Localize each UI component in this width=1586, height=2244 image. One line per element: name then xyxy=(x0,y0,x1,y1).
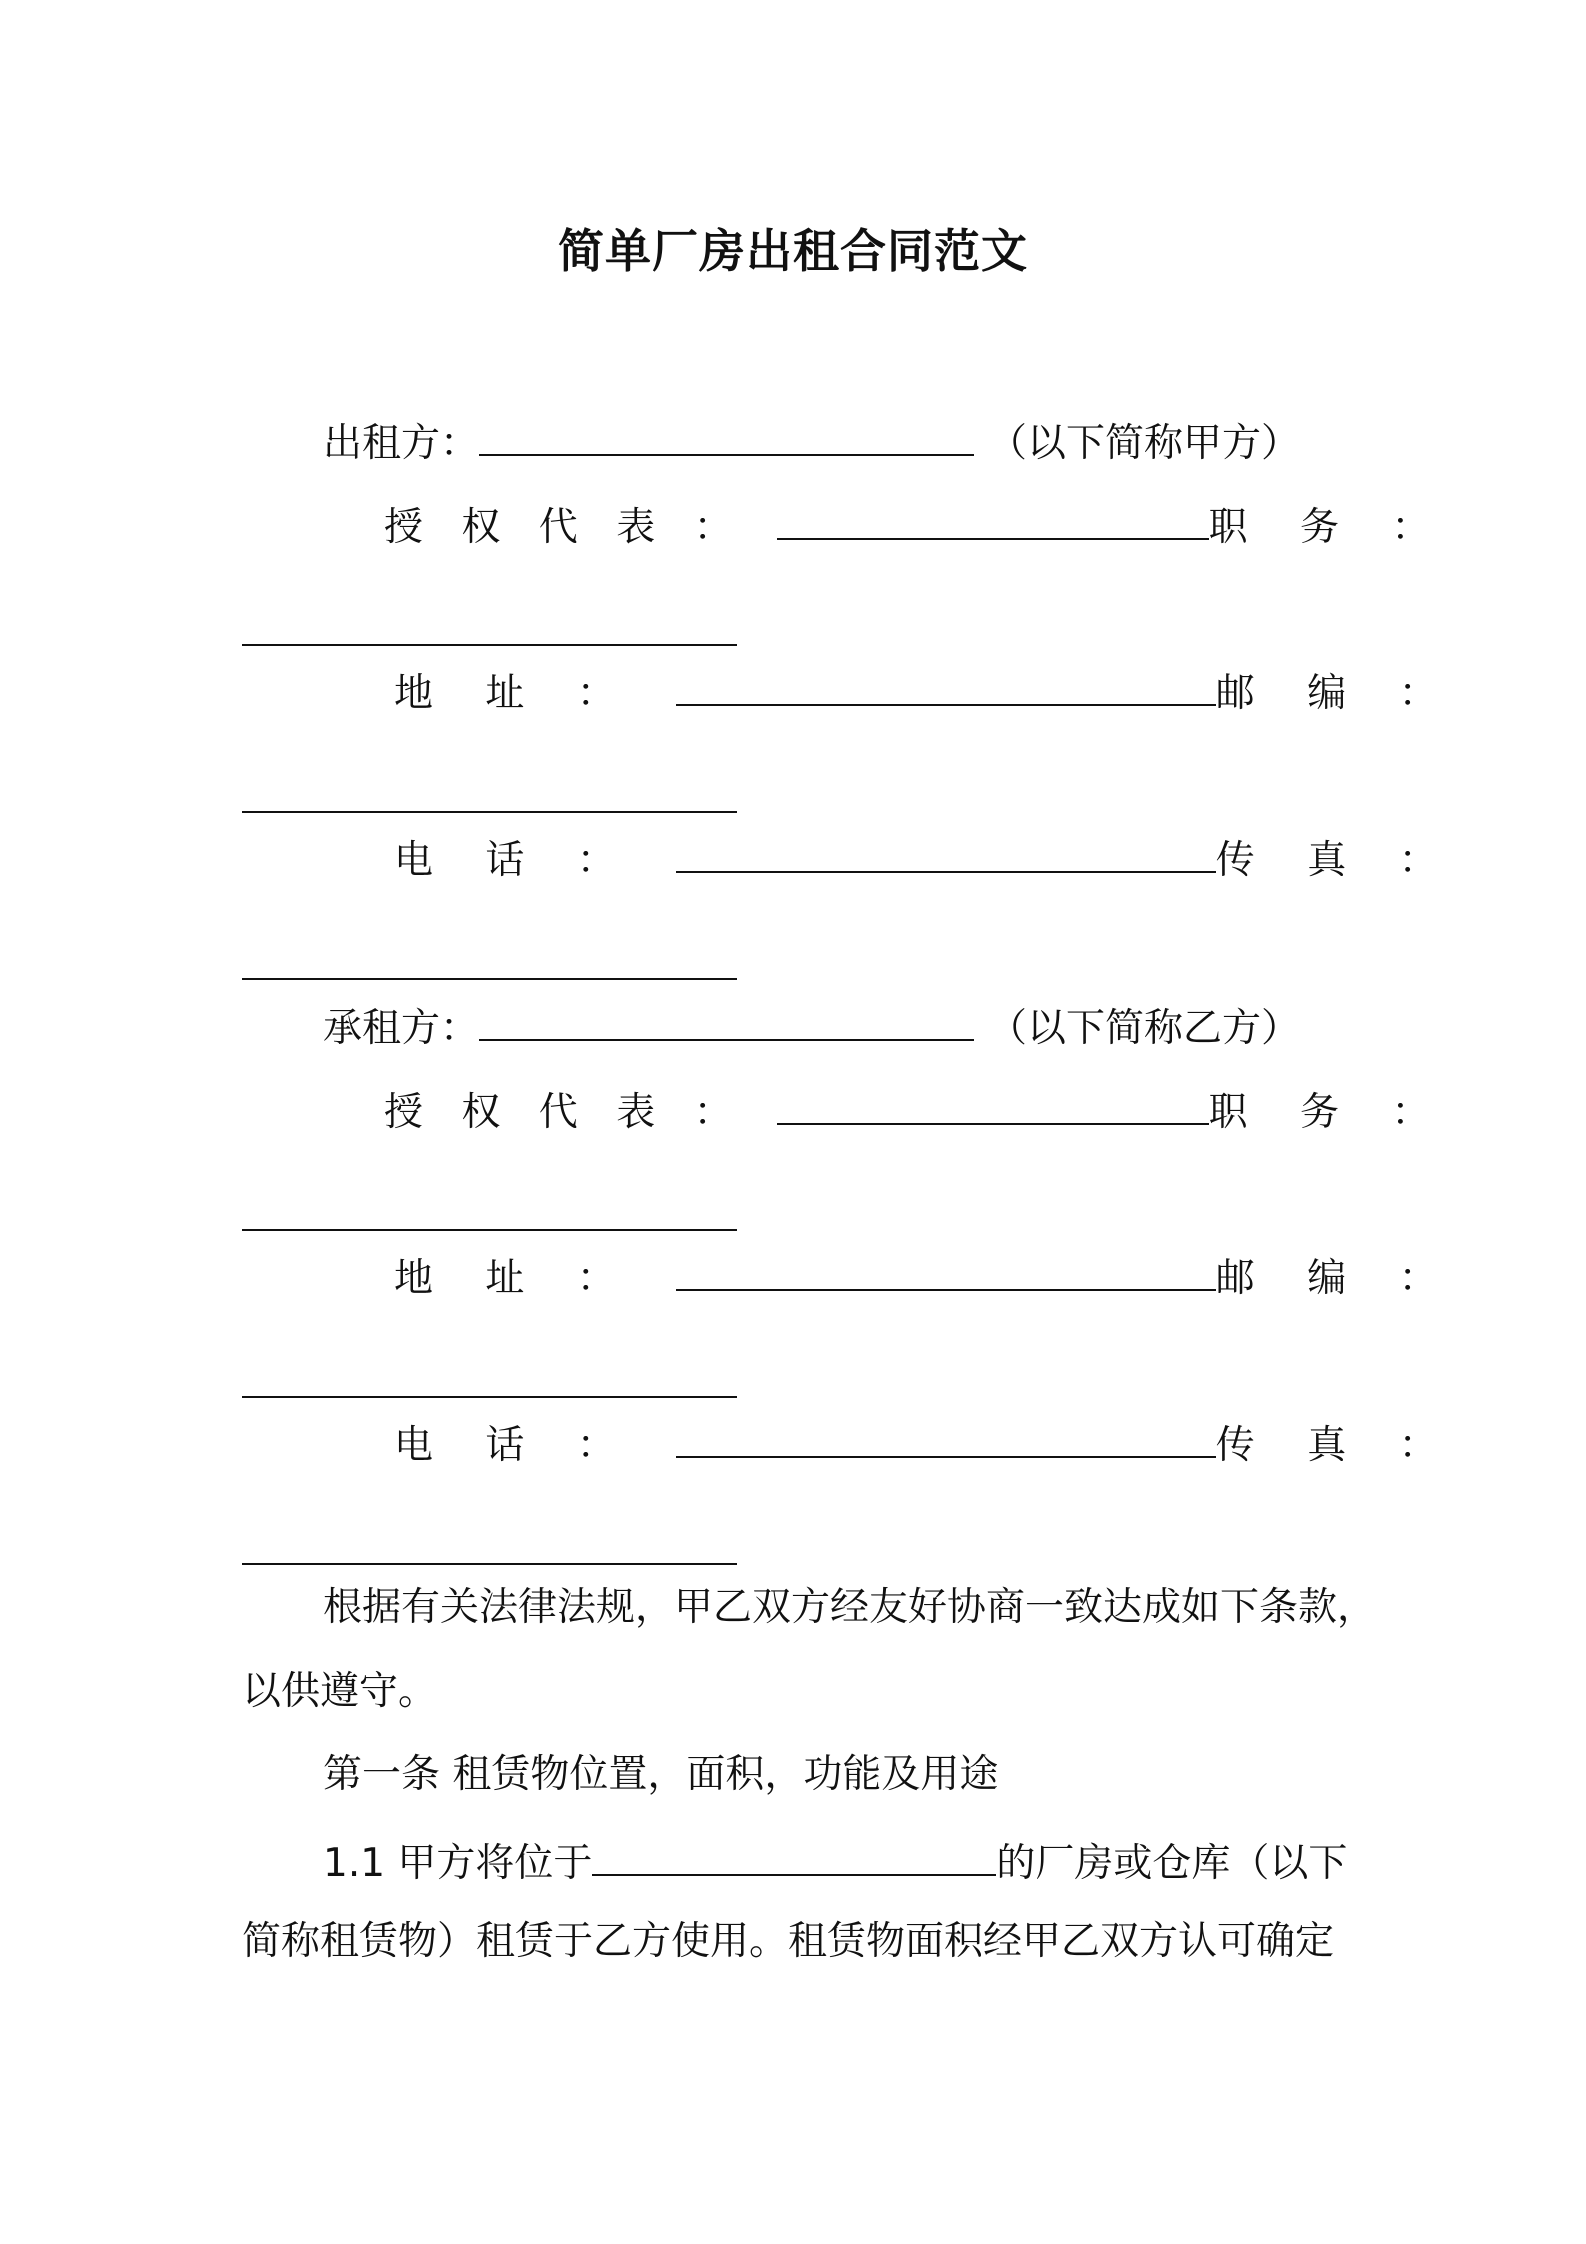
lessor-phone-blank xyxy=(676,835,1216,873)
lessee-postcode-blank xyxy=(242,1360,737,1398)
lessee-name-blank xyxy=(479,1003,974,1041)
lessor-rep-line xyxy=(384,502,1431,550)
clause-1-1-prefix: 1.1 甲方将位于 xyxy=(323,1841,593,1886)
preamble-line-2: 以供遵守。 xyxy=(242,1669,438,1714)
clause-1-1-line-2: 简称租赁物）租赁于乙方使用。租赁物面积经甲乙双方认可确定 xyxy=(242,1919,1335,1964)
lessor-name-blank xyxy=(479,418,974,456)
lessor-label: 出租方： xyxy=(323,421,480,466)
lessor-note: （以下简称甲方） xyxy=(988,421,1301,466)
lessor-phone-line xyxy=(394,835,1438,883)
lessor-rep-blank xyxy=(777,502,1209,540)
lessor-fax-line xyxy=(242,942,737,987)
lessee-fax-line xyxy=(242,1527,737,1572)
lessee-rep-line xyxy=(384,1087,1431,1135)
lessor-fax-blank xyxy=(242,942,737,980)
lessee-fax-blank xyxy=(242,1527,737,1565)
lessee-position-line xyxy=(242,1193,737,1238)
lessor-addr-label: 地 址 ： xyxy=(394,671,616,716)
lessee-addr-blank xyxy=(676,1253,1216,1291)
lessee-postcode-line xyxy=(242,1360,737,1405)
lessee-label: 承租方： xyxy=(323,1006,480,1051)
lessor-addr-line xyxy=(394,668,1438,716)
lessee-phone-line xyxy=(394,1420,1438,1468)
article-1-heading: 第一条 租赁物位置，面积，功能及用途 xyxy=(323,1752,999,1797)
lessee-fax-label: 传 真 ： xyxy=(1215,1423,1438,1468)
lessor-fax-label: 传 真 ： xyxy=(1215,838,1438,883)
lessor-postcode-line xyxy=(242,775,737,820)
lessee-position-label: 职 务 ： xyxy=(1208,1090,1431,1135)
lessor-position-blank xyxy=(242,608,737,646)
clause-1-1-line-1 xyxy=(323,1838,1348,1886)
clause-1-1-suffix: 的厂房或仓库（以下 xyxy=(996,1841,1348,1886)
lessee-addr-label: 地 址 ： xyxy=(394,1256,616,1301)
lessee-addr-line xyxy=(394,1253,1438,1301)
lessee-rep-label: 授 权 代 表 ： xyxy=(384,1090,733,1135)
lessor-line xyxy=(323,418,1301,466)
lessee-note: （以下简称乙方） xyxy=(988,1006,1301,1051)
preamble-line-1: 根据有关法律法规，甲乙双方经友好协商一致达成如下条款， xyxy=(323,1585,1377,1630)
lessee-phone-label: 电 话 ： xyxy=(394,1423,616,1468)
lessor-rep-label: 授 权 代 表 ： xyxy=(384,505,733,550)
lessor-position-label: 职 务 ： xyxy=(1208,505,1431,550)
document-title: 简单厂房出租合同范文 xyxy=(558,224,1028,278)
lessee-postcode-label: 邮 编 ： xyxy=(1215,1256,1438,1301)
lessor-position-line xyxy=(242,608,737,653)
lessee-position-blank xyxy=(242,1193,737,1231)
lessee-phone-blank xyxy=(676,1420,1216,1458)
lessor-postcode-blank xyxy=(242,775,737,813)
clause-1-1-location-blank xyxy=(592,1838,996,1876)
lessor-addr-blank xyxy=(676,668,1216,706)
lessor-postcode-label: 邮 编 ： xyxy=(1215,671,1438,716)
lessee-line xyxy=(323,1003,1301,1051)
lessor-phone-label: 电 话 ： xyxy=(394,838,616,883)
lessee-rep-blank xyxy=(777,1087,1209,1125)
